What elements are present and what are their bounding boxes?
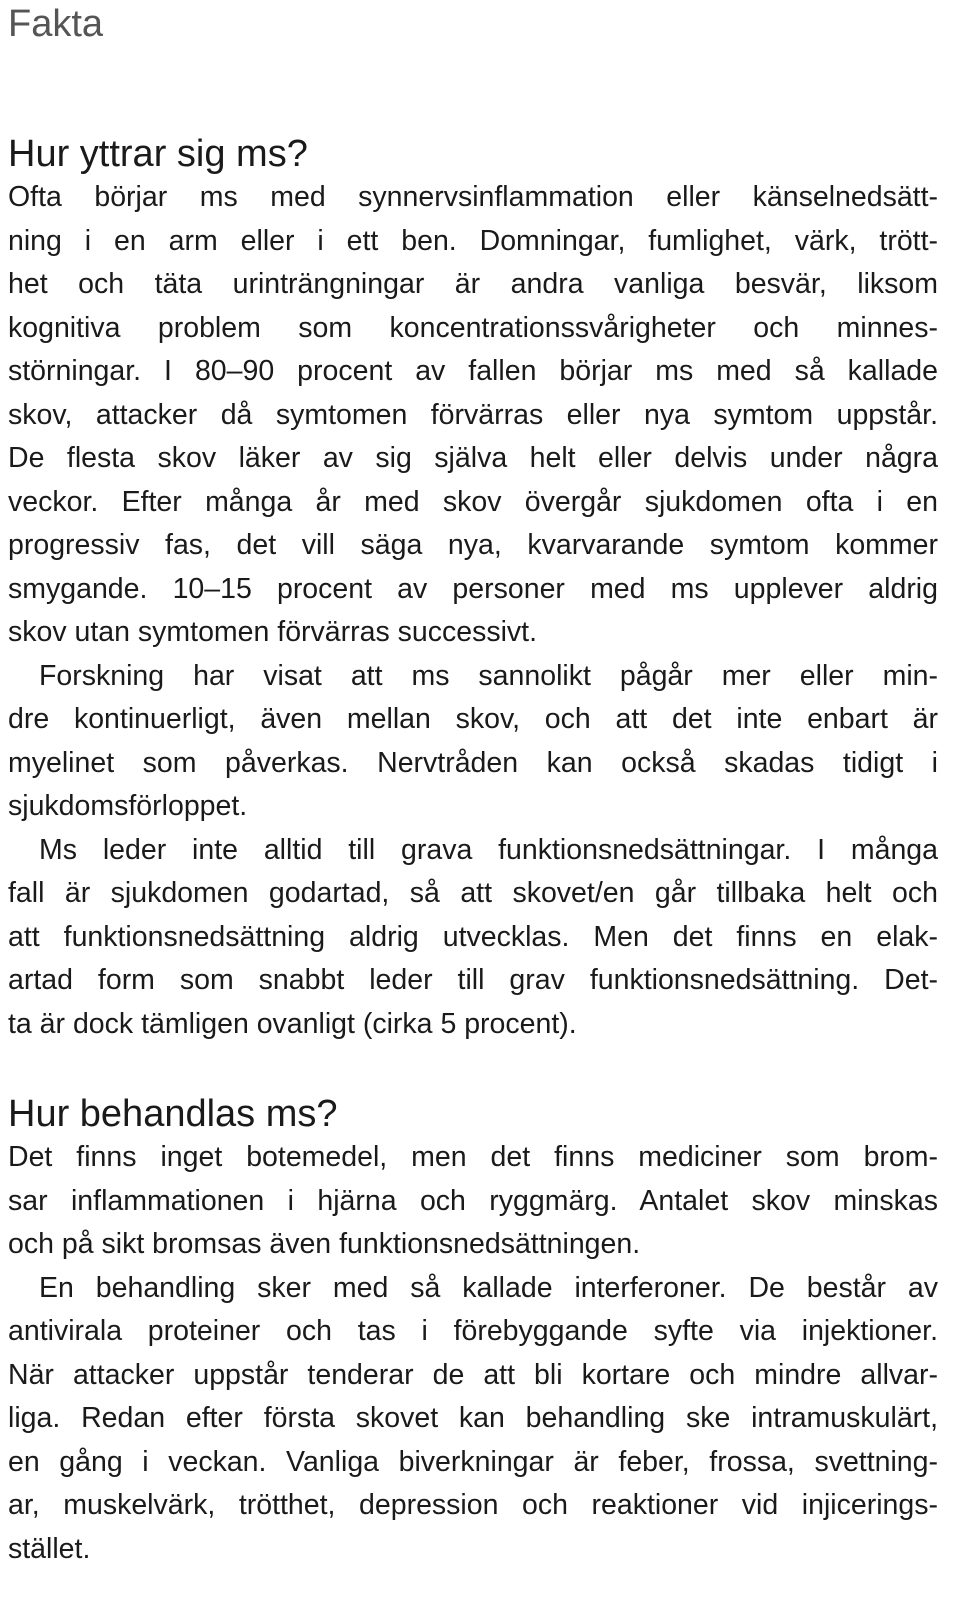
paragraph	[8, 176, 938, 655]
section-label: Fakta	[8, 3, 104, 45]
text-line: och på sikt bromsas även funktionsnedsättningen.	[8, 1228, 641, 1260]
paragraph	[8, 1267, 938, 1572]
text-line: skov utan symtomen förvärras successivt.	[8, 616, 538, 648]
text-line: het och täta urinträngningar är andra vanliga besvär, liksom	[8, 268, 938, 300]
section-heading: Hur yttrar sig ms?	[8, 133, 308, 175]
text-line: De flesta skov läker av sig själva helt eller delvis under några	[8, 442, 938, 474]
text-line: När attacker uppstår tenderar de att bli kortare och mindre allvar-	[8, 1358, 938, 1391]
section-heading: Hur behandlas ms?	[8, 1093, 338, 1135]
text-line: stället.	[8, 1532, 91, 1565]
text-line: Ms leder inte alltid till grava funktionsnedsättningar. I många	[39, 833, 938, 866]
text-line: kognitiva problem som koncentrationssvårigheter och minnes-	[8, 311, 938, 344]
text-line: antivirala proteiner och tas i förebyggande syfte via injektioner.	[8, 1315, 938, 1347]
text-line: En behandling sker med så kallade interferoner. De består av	[39, 1271, 938, 1304]
text-line: Ofta börjar ms med synnervsinflammation eller känselnedsätt-	[8, 181, 938, 213]
text-line: artad form som snabbt leder till grav funktionsnedsättning. Det-	[8, 964, 938, 996]
text-line: progressiv fas, det vill säga nya, kvarvarande symtom kommer	[8, 529, 938, 561]
text-line: Det finns inget botemedel, men det finns mediciner som brom-	[8, 1141, 938, 1173]
paragraph	[8, 1136, 938, 1267]
section-symptoms	[8, 132, 938, 1046]
text-line: ar, muskelvärk, trötthet, depression och reaktioner vid injicerings-	[8, 1489, 938, 1521]
text-line: Forskning har visat att ms sannolikt pågår mer eller min-	[39, 659, 938, 692]
text-line: störningar. I 80–90 procent av fallen börjar ms med så kallade	[8, 355, 938, 387]
text-line: smygande. 10–15 procent av personer med ms upplever aldrig	[8, 572, 938, 605]
section-treatment	[8, 1092, 938, 1571]
text-line: fall är sjukdomen godartad, så att skovet/en går tillbaka helt och	[8, 877, 938, 909]
paragraph	[8, 829, 938, 1047]
text-line: skov, attacker då symtomen förvärras eller nya symtom uppstår.	[8, 398, 938, 431]
text-line: liga. Redan efter första skovet kan behandling ske intramuskulärt,	[8, 1402, 938, 1434]
text-line: veckor. Efter många år med skov övergår sjukdomen ofta i en	[8, 485, 938, 518]
text-line: dre kontinuerligt, även mellan skov, och att det inte enbart är	[8, 703, 938, 735]
paragraph	[8, 655, 938, 829]
text-line: en gång i veckan. Vanliga biverkningar är feber, frossa, svettning-	[8, 1445, 938, 1478]
text-line: ning i en arm eller i ett ben. Domningar, fumlighet, värk, trött-	[8, 224, 938, 257]
text-line: sar inflammationen i hjärna och ryggmärg. Antalet skov minskas	[8, 1184, 938, 1217]
text-line: att funktionsnedsättning aldrig utvecklas. Men det finns en elak-	[8, 920, 938, 953]
text-line: ta är dock tämligen ovanligt (cirka 5 procent).	[8, 1007, 577, 1040]
text-line: sjukdomsförloppet.	[8, 790, 248, 822]
text-line: myelinet som påverkas. Nervtråden kan också skadas tidigt i	[8, 746, 938, 779]
